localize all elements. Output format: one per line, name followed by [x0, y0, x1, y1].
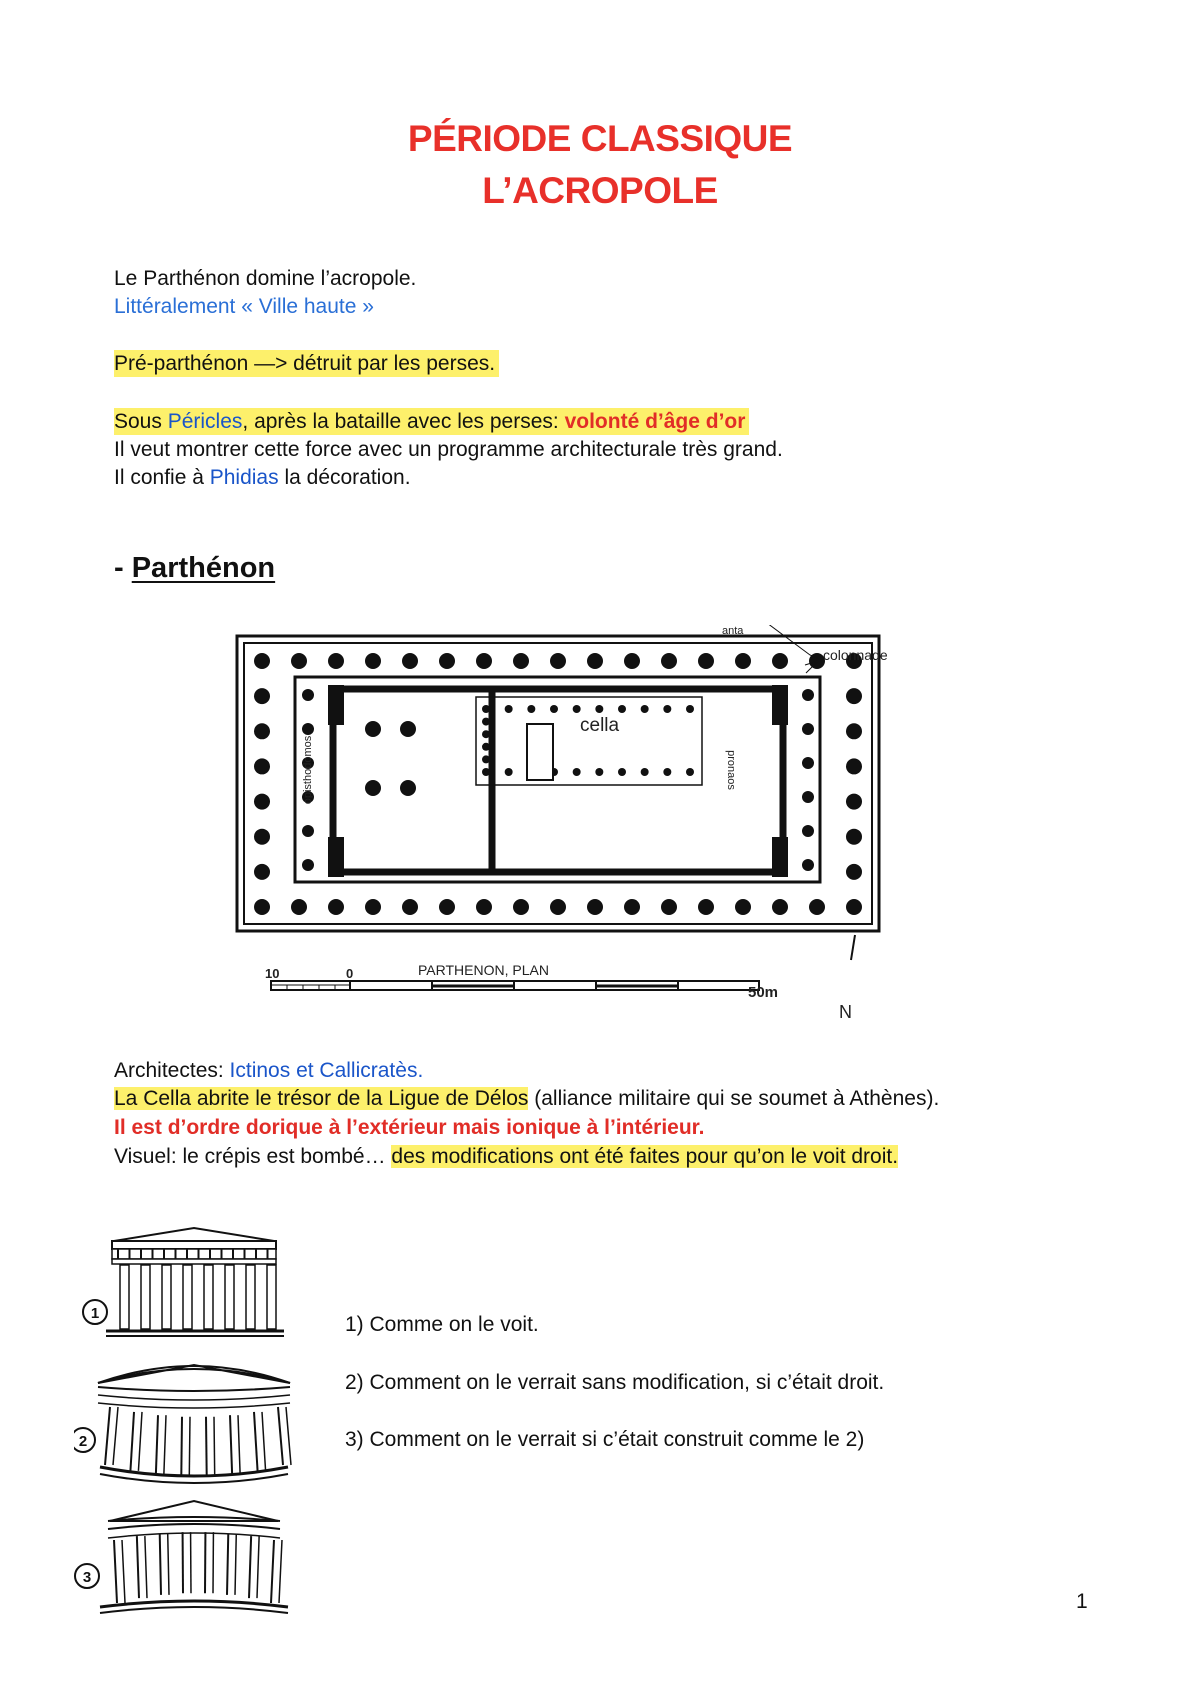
- peristyle-column: [476, 899, 492, 915]
- opisthodomos-column: [365, 721, 381, 737]
- peristyle-column: [624, 899, 640, 915]
- diagram-caption-1: 1) Comme on le voit.: [345, 1313, 539, 1336]
- page-number: 1: [1076, 1590, 1088, 1613]
- diagram-caption-3: 3) Comment on le verrait si c’était construit comme le 2): [345, 1428, 865, 1451]
- peristyle-column: [772, 899, 788, 915]
- intro-line-1: Le Parthénon domine l’acropole.: [114, 267, 417, 290]
- inner-column: [663, 768, 671, 776]
- peristyle-column: [735, 899, 751, 915]
- peristyle-column: [439, 899, 455, 915]
- highlight-cella-tresor: La Cella abrite le trésor de la Ligue de Délos: [114, 1087, 529, 1110]
- peristyle-column: [846, 829, 862, 845]
- peristyle-column: [254, 829, 270, 845]
- porch-column: [302, 825, 314, 837]
- peristyle-column: [587, 653, 603, 669]
- label-anta: anta: [722, 625, 744, 637]
- text-volonte-age-or: volonté d’âge d’or: [564, 410, 746, 433]
- text-apres-bataille: , après la bataille avec les perses:: [242, 410, 565, 433]
- cella-walls: [333, 689, 783, 872]
- temple-diagram-1: [106, 1228, 284, 1336]
- peristyle-column: [513, 899, 529, 915]
- peristyle-column: [365, 653, 381, 669]
- inner-column: [573, 768, 581, 776]
- peristyle-column: [698, 899, 714, 915]
- diagram-3-number: 3: [82, 1569, 92, 1586]
- peristyle-column: [402, 899, 418, 915]
- opisthodomos-column: [400, 721, 416, 737]
- anta-west-south: [328, 837, 344, 877]
- anta-west-north: [328, 685, 344, 725]
- peristyle-column: [809, 899, 825, 915]
- inner-column: [663, 705, 671, 713]
- temple-diagram-3: [100, 1501, 288, 1613]
- scale-label-0: 0: [346, 966, 354, 981]
- peristyle-column: [328, 899, 344, 915]
- porch-column: [802, 723, 814, 735]
- peristyle-column: [735, 653, 751, 669]
- peristyle-column: [550, 899, 566, 915]
- label-cella: cella: [580, 715, 620, 736]
- inner-column: [482, 705, 490, 713]
- statue-base: [527, 724, 553, 780]
- inner-column: [618, 768, 626, 776]
- intro-line-2: Littéralement « Ville haute »: [114, 295, 374, 318]
- anta-east-south: [772, 837, 788, 877]
- opisthodomos-column: [365, 780, 381, 796]
- inner-column: [505, 768, 513, 776]
- peristyle-column: [846, 758, 862, 774]
- order-line: Il est d’ordre dorique à l’extérieur mais ionique à l’intérieur.: [114, 1116, 705, 1139]
- diagram-1-number: 1: [90, 1305, 100, 1322]
- porch-column: [802, 757, 814, 769]
- text-il-confie: Il confie à: [114, 466, 210, 489]
- peristyle-column: [402, 653, 418, 669]
- plan-caption: PARTHENON, PLAN: [418, 962, 549, 978]
- inner-column: [686, 705, 694, 713]
- peristyle-column: [254, 794, 270, 810]
- inner-column: [527, 705, 535, 713]
- intro-line-5: Il veut montrer cette force avec un programme architecturale très grand.: [114, 438, 783, 461]
- cella-line: [114, 1085, 939, 1113]
- peristyle-column: [846, 794, 862, 810]
- intro-line-4: [114, 408, 749, 436]
- scale-label-10: 10: [265, 966, 280, 981]
- inner-column: [482, 743, 490, 751]
- architects-names: Ictinos et Callicratès.: [229, 1059, 424, 1082]
- inner-column: [482, 768, 490, 776]
- peristyle-column: [254, 864, 270, 880]
- peristyle-column: [476, 653, 492, 669]
- inner-column: [595, 768, 603, 776]
- porch-column: [802, 825, 814, 837]
- peristyle-column: [698, 653, 714, 669]
- inner-column: [505, 705, 513, 713]
- inner-column: [573, 705, 581, 713]
- porch-column: [802, 689, 814, 701]
- temple-diagrams: [74, 1225, 314, 1620]
- visuel-line: [114, 1143, 898, 1171]
- peristyle-column: [661, 899, 677, 915]
- visuel-text: Visuel: le crépis est bombé…: [114, 1145, 392, 1168]
- peristyle-column: [846, 688, 862, 704]
- diagram-2-number: 2: [78, 1433, 88, 1450]
- label-pronaos: pronaos: [725, 750, 737, 790]
- cella-inner-colonnade: [476, 697, 702, 785]
- label-colonnade: colonnade: [823, 647, 888, 663]
- inner-column: [482, 718, 490, 726]
- peristyle-column: [365, 899, 381, 915]
- inner-column: [618, 705, 626, 713]
- scale-bar: [271, 981, 759, 990]
- inner-column: [482, 755, 490, 763]
- porch-column: [802, 859, 814, 871]
- highlight-pre-parthenon: Pré-parthénon —> détruit par les perses.: [114, 350, 499, 377]
- highlight-pericles-line: [114, 408, 749, 435]
- inner-column: [595, 705, 603, 713]
- inner-column: [641, 705, 649, 713]
- peristyle-column: [254, 653, 270, 669]
- name-pericles: Péricles: [167, 410, 243, 433]
- label-opisthodomos: opisthodomos: [302, 735, 314, 805]
- peristyle-column: [772, 653, 788, 669]
- porch-column: [302, 689, 314, 701]
- intro-line-6: [114, 464, 411, 492]
- porch-column: [802, 791, 814, 803]
- opisthodomos-column: [400, 780, 416, 796]
- peristyle-column: [624, 653, 640, 669]
- architects-label: Architectes:: [114, 1059, 230, 1082]
- peristyle-column: [291, 653, 307, 669]
- peristyle-column: [846, 723, 862, 739]
- north-arrow: [851, 935, 855, 960]
- intro-line-3: [114, 350, 499, 378]
- inner-column: [641, 768, 649, 776]
- page-title-line-2: L’ACROPOLE: [482, 170, 718, 211]
- peristyle-column: [550, 653, 566, 669]
- peristyle-column: [513, 653, 529, 669]
- peristyle-column: [254, 899, 270, 915]
- text-sous: Sous: [114, 410, 168, 433]
- peristyle-column: [587, 899, 603, 915]
- section-title: Parthénon: [131, 552, 276, 584]
- porch-column: [302, 859, 314, 871]
- cella-rest: (alliance militaire qui se soumet à Athènes).: [528, 1087, 940, 1110]
- peristyle-column: [254, 723, 270, 739]
- temple-diagram-2: [98, 1365, 291, 1483]
- porch-column: [302, 723, 314, 735]
- anta-east-north: [772, 685, 788, 725]
- north-label: N: [839, 1002, 852, 1022]
- inner-column: [550, 705, 558, 713]
- section-dash: -: [114, 552, 132, 584]
- text-la-decoration: la décoration.: [278, 466, 411, 489]
- peristyle-column: [846, 899, 862, 915]
- architects-line: [114, 1057, 423, 1085]
- peristyle-column: [291, 899, 307, 915]
- inner-column: [686, 768, 694, 776]
- diagram-caption-2: 2) Comment on le verrait sans modification, si c’était droit.: [345, 1371, 885, 1394]
- peristyle-column: [439, 653, 455, 669]
- highlight-modifications: des modifications ont été faites pour qu’on le voit droit.: [391, 1145, 899, 1168]
- parthenon-plan-figure: [220, 625, 950, 1025]
- name-phidias: Phidias: [209, 466, 279, 489]
- peristyle-column: [254, 758, 270, 774]
- peristyle-column: [661, 653, 677, 669]
- peristyle-column: [254, 688, 270, 704]
- scale-label-50m: 50m: [748, 984, 779, 1001]
- section-heading-parthenon: [114, 552, 275, 585]
- peristyle-column: [846, 864, 862, 880]
- inner-column: [482, 730, 490, 738]
- page-title-line-1: PÉRIODE CLASSIQUE: [407, 118, 793, 159]
- peristyle-column: [328, 653, 344, 669]
